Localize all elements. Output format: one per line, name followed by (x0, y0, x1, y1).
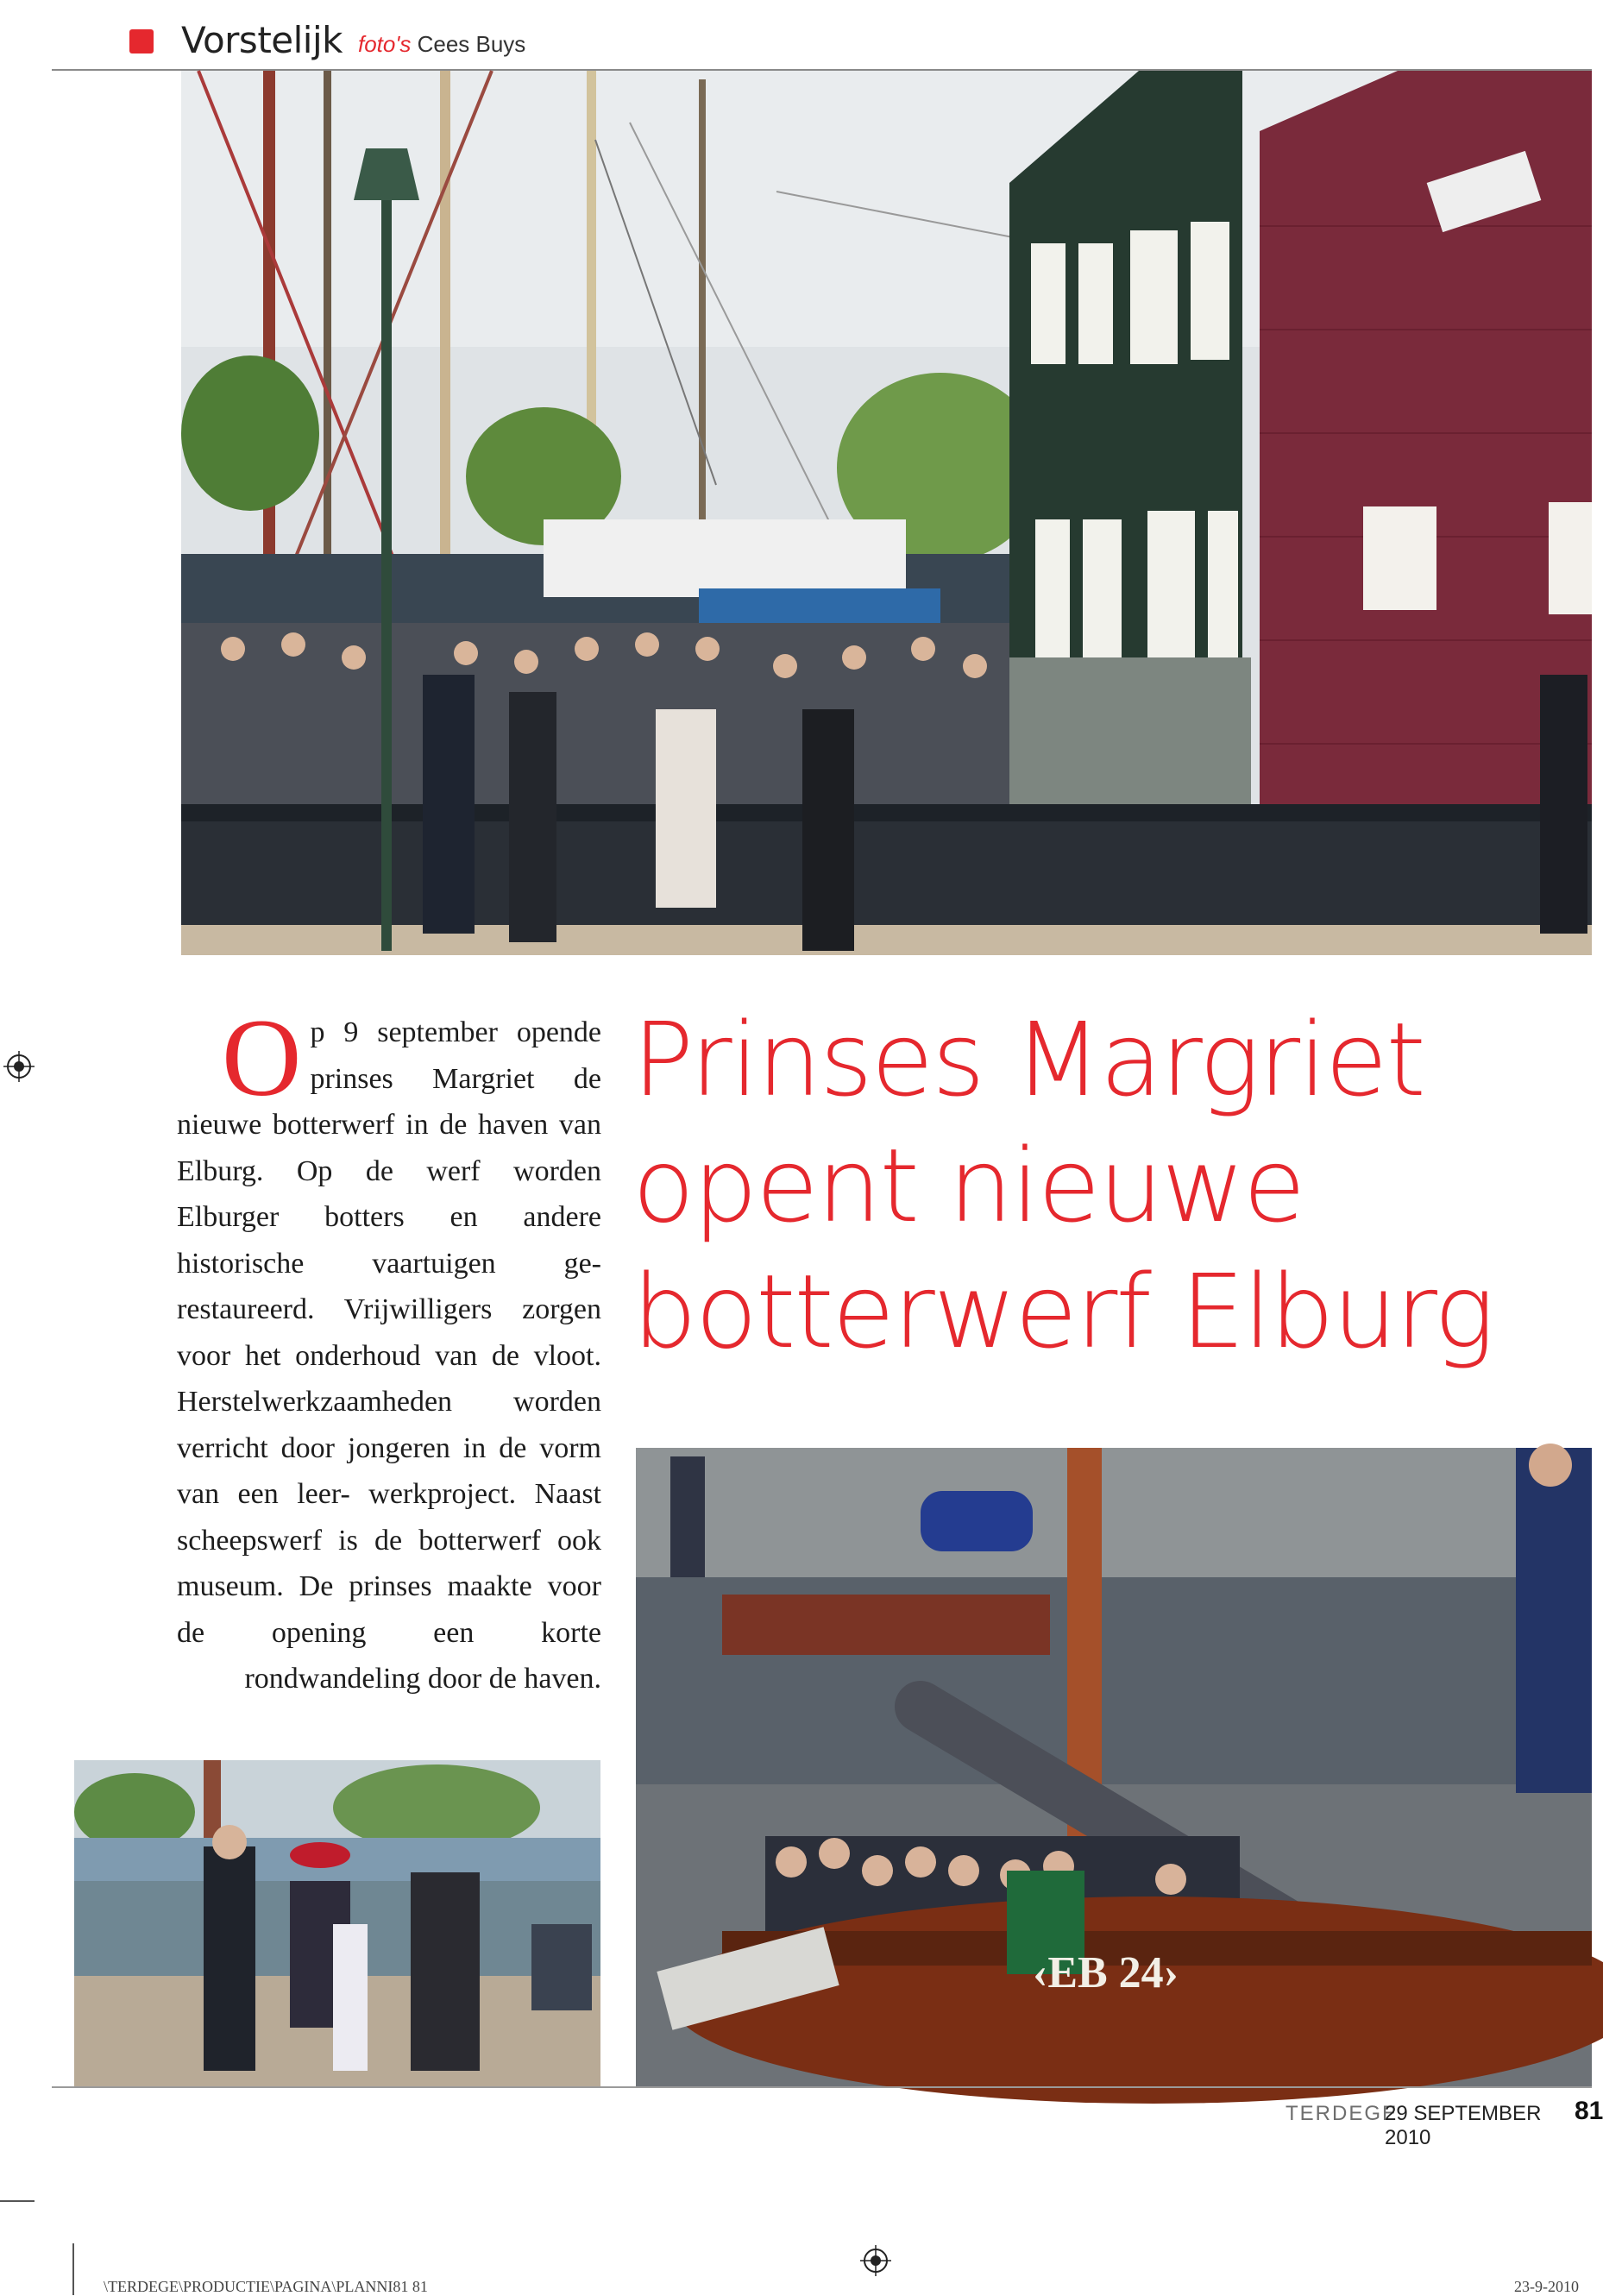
section-title: Vorstelijk (181, 19, 343, 61)
main-photo (181, 71, 1592, 955)
drop-cap: O (222, 997, 302, 1119)
page-number: 81 (1575, 2097, 1603, 2125)
footer-date: 29 SEPTEMBER 2010 (1385, 2102, 1542, 2149)
crop-mark-vertical (72, 2243, 74, 2295)
article-body (177, 997, 601, 1702)
footer-magazine: TERDEGE (1286, 2102, 1399, 2125)
slug-date: 23-9-2010 (1514, 2278, 1579, 2295)
boat-registration-text: ‹EB 24› (1033, 1948, 1179, 1997)
bottom-rule (52, 2086, 1592, 2088)
slug-path: \TERDEGE\PRODUCTIE\PAGINA\PLANNI81 81 (104, 2278, 428, 2295)
section-marker (129, 29, 154, 53)
photo-credit (358, 31, 525, 58)
headline-line-2: opent nieuwe (632, 1126, 1304, 1245)
registration-mark-icon (860, 2245, 891, 2276)
headline-line-1: Prinses Margriet (632, 1000, 1424, 1119)
headline (632, 997, 1581, 1374)
photographer-name: Cees Buys (417, 31, 526, 57)
photo-credit-label: foto's (358, 31, 412, 57)
registration-mark-icon (3, 1051, 35, 1082)
photo-princess-greeting (74, 1760, 600, 2088)
headline-line-3: botterwerf Elburg (632, 1252, 1493, 1371)
article-body-text: p 9 september opende prinses Margriet de nieuwe botterwerf in de haven van Elburg. Op de werf worden Elburger botters en andere historische vaartuigen gerestaureerd. Vrijwilligers zorgen voor het onderhoud van de vloot. Herstelwerkzaamheden worden verricht door jongeren in de vorm van een leer- werkproject. Naast scheepswerf is de botterwerf ook museum. De prinses maakte voor de opening een korte rondwandeling door de haven. (177, 1016, 601, 1695)
photo-botter-boat (636, 1448, 1592, 2086)
crop-mark-horizontal (0, 2200, 35, 2202)
